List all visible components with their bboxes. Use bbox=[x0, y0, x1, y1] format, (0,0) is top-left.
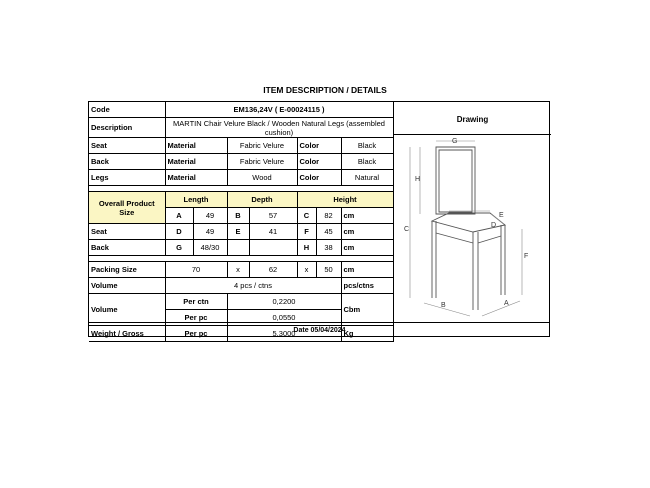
code-row bbox=[89, 102, 393, 118]
volume-pcs-unit: pcs/ctns bbox=[341, 278, 393, 294]
dim-g-value: 48/30 bbox=[193, 240, 227, 256]
seat-color-label: Color bbox=[297, 138, 341, 154]
packing-size-row bbox=[89, 262, 393, 278]
dim-a-letter: A bbox=[165, 208, 193, 224]
back-empty-2 bbox=[249, 240, 297, 256]
label-b: B bbox=[441, 302, 446, 309]
label-h: H bbox=[415, 176, 421, 183]
spec-table bbox=[89, 102, 394, 342]
packing-length: 70 bbox=[165, 262, 227, 278]
back-color-value: Black bbox=[341, 154, 393, 170]
rail-side bbox=[478, 236, 501, 243]
back-label: Back bbox=[89, 154, 165, 170]
label-c: C bbox=[404, 226, 410, 233]
label-a: A bbox=[504, 300, 509, 307]
back-dimension-row bbox=[89, 240, 393, 256]
spec-sheet bbox=[88, 101, 550, 337]
legs-color-label: Color bbox=[297, 170, 341, 186]
seat-label: Seat bbox=[89, 138, 165, 154]
overall-size-label: Overall Product Size bbox=[89, 192, 165, 224]
cbm-unit: Cbm bbox=[341, 294, 393, 326]
label-d: D bbox=[491, 222, 497, 229]
chair-backrest-inner bbox=[439, 150, 472, 212]
per-ctn-label: Per ctn bbox=[165, 294, 227, 310]
per-ctn-value: 0,2200 bbox=[227, 294, 341, 310]
label-f: F bbox=[524, 253, 529, 260]
legs-material-row bbox=[89, 170, 393, 186]
dim-line-a bbox=[482, 301, 520, 316]
seat-material-label: Material bbox=[165, 138, 227, 154]
legs-material-value: Wood bbox=[227, 170, 297, 186]
seat-dim-unit: cm bbox=[341, 224, 393, 240]
code-label: Code bbox=[89, 102, 165, 118]
dim-f-letter: F bbox=[297, 224, 316, 240]
dim-g-letter: G bbox=[165, 240, 193, 256]
packing-x2: x bbox=[297, 262, 316, 278]
dimension-header-row bbox=[89, 192, 393, 208]
volume-label: Volume bbox=[89, 278, 165, 294]
dim-d-value: 49 bbox=[193, 224, 227, 240]
page-title: ITEM DESCRIPTION / DETAILS bbox=[263, 85, 387, 95]
volume-cbm-label: Volume bbox=[89, 294, 165, 326]
description-value: MARTIN Chair Velure Black / Wooden Natural Legs (assembled cushion) bbox=[165, 118, 393, 138]
overall-unit: cm bbox=[341, 208, 393, 224]
dim-c-letter: C bbox=[297, 208, 316, 224]
packing-unit: cm bbox=[341, 262, 393, 278]
dim-e-letter: E bbox=[227, 224, 249, 240]
volume-ctn-row bbox=[89, 294, 393, 310]
seat-color-value: Black bbox=[341, 138, 393, 154]
drawing-title: Drawing bbox=[456, 115, 489, 124]
seat-dimension-row bbox=[89, 224, 393, 240]
dim-e-value: 41 bbox=[249, 224, 297, 240]
back-material-row bbox=[89, 154, 393, 170]
back-dim-label: Back bbox=[89, 240, 165, 256]
length-header: Length bbox=[165, 192, 227, 208]
dim-a-value: 49 bbox=[193, 208, 227, 224]
rail-front bbox=[436, 233, 473, 243]
back-material-label: Material bbox=[165, 154, 227, 170]
dim-d-letter: D bbox=[165, 224, 193, 240]
dim-c-value: 82 bbox=[316, 208, 341, 224]
depth-header: Depth bbox=[227, 192, 297, 208]
per-pc-label: Per pc bbox=[165, 310, 227, 326]
back-empty-1 bbox=[227, 240, 249, 256]
code-value: EM136,24V ( E-00024115 ) bbox=[165, 102, 393, 118]
dim-h-value: 38 bbox=[316, 240, 341, 256]
weight-label: Weight / Gross bbox=[89, 326, 165, 342]
back-color-label: Color bbox=[297, 154, 341, 170]
date-footer: Date 05/04/2024 bbox=[89, 322, 550, 338]
seat-material-value: Fabric Velure bbox=[227, 138, 297, 154]
packing-x1: x bbox=[227, 262, 249, 278]
weight-per-pc-label: Per pc bbox=[165, 326, 227, 342]
legs-material-label: Material bbox=[165, 170, 227, 186]
dim-b-letter: B bbox=[227, 208, 249, 224]
weight-unit: Kg bbox=[341, 326, 393, 342]
height-header: Height bbox=[297, 192, 393, 208]
legs-label: Legs bbox=[89, 170, 165, 186]
description-row bbox=[89, 118, 393, 138]
volume-pcs-value: 4 pcs / ctns bbox=[165, 278, 341, 294]
drawing-panel bbox=[393, 102, 551, 322]
seat-dim-label: Seat bbox=[89, 224, 165, 240]
back-material-value: Fabric Velure bbox=[227, 154, 297, 170]
per-pc-value: 0,0550 bbox=[227, 310, 341, 326]
description-label: Description bbox=[89, 118, 165, 138]
packing-height: 50 bbox=[316, 262, 341, 278]
dim-f-value: 45 bbox=[316, 224, 341, 240]
dim-h-letter: H bbox=[297, 240, 316, 256]
back-dim-unit: cm bbox=[341, 240, 393, 256]
dim-line-b bbox=[424, 303, 470, 316]
label-e: E bbox=[499, 212, 504, 219]
packing-size-label: Packing Size bbox=[89, 262, 165, 278]
label-g: G bbox=[452, 138, 458, 145]
packing-width: 62 bbox=[249, 262, 297, 278]
dim-b-value: 57 bbox=[249, 208, 297, 224]
chair-drawing bbox=[394, 135, 551, 321]
legs-color-value: Natural bbox=[341, 170, 393, 186]
chair-backrest bbox=[436, 147, 475, 214]
volume-pcs-row bbox=[89, 278, 393, 294]
weight-value: 5,3000 bbox=[227, 326, 341, 342]
seat-material-row bbox=[89, 138, 393, 154]
